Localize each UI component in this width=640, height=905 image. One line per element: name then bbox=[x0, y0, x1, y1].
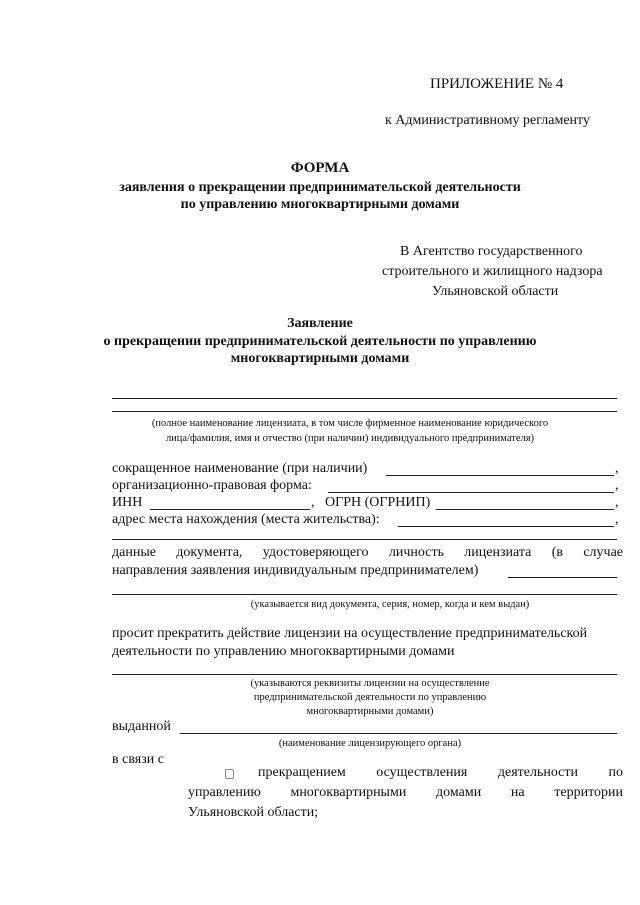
form-subtitle-line2: по управлению многоквартирными домами bbox=[180, 197, 460, 212]
ogrn-comma: , bbox=[615, 495, 619, 510]
org-form-comma: , bbox=[615, 478, 619, 493]
reason-row3: Ульяновской области; bbox=[188, 805, 319, 820]
reason-word: многоквартирными bbox=[290, 785, 407, 800]
identity-word: документа, bbox=[176, 545, 243, 560]
identity-word: личность bbox=[388, 545, 444, 560]
reason-word: управлению bbox=[188, 785, 261, 800]
org-form-label: организационно-правовая форма: bbox=[112, 478, 312, 493]
license-details-line bbox=[112, 674, 617, 675]
reason-word: по bbox=[608, 765, 623, 780]
identity-doc-line1 bbox=[112, 545, 623, 561]
issued-note: (наименование лицензирующего органа) bbox=[278, 738, 462, 749]
recipient-line3: Ульяновской области bbox=[432, 284, 559, 299]
short-name-field-line bbox=[386, 475, 614, 476]
address-field-line-2 bbox=[112, 539, 617, 540]
request-line1: просит прекратить действие лицензии на осуществление предпринимательской bbox=[112, 626, 588, 641]
identity-doc-field-line-2 bbox=[112, 594, 617, 595]
licensee-note-line1: (полное наименование лицензиата, в том числе фирменное наименование юридического bbox=[151, 418, 549, 429]
reason-row1 bbox=[258, 765, 623, 781]
request-line2: деятельности по управлению многоквартирными домами bbox=[112, 644, 455, 659]
reason-word: прекращением bbox=[258, 765, 346, 780]
inn-comma: , bbox=[311, 495, 315, 510]
reason-checkbox[interactable] bbox=[225, 769, 234, 779]
license-note-line2: предпринимательской деятельности по управлению bbox=[253, 692, 487, 703]
identity-word: (в bbox=[551, 545, 563, 560]
address-label: адрес места нахождения (места жительства): bbox=[112, 512, 380, 527]
address-comma: , bbox=[615, 512, 619, 527]
statement-subtitle-line2: многоквартирными домами bbox=[230, 351, 410, 366]
identity-doc-field-line bbox=[508, 577, 617, 578]
reason-word: деятельности bbox=[497, 765, 579, 780]
licensee-name-line-1 bbox=[112, 398, 617, 399]
ogrn-field-line bbox=[436, 509, 614, 510]
recipient-line1: В Агентство государственного bbox=[400, 244, 583, 259]
licensee-note-line2: лица/фамилия, имя и отчество (при наличии) индивидуального предпринимателя) bbox=[165, 433, 535, 444]
identity-word: лицензиата bbox=[464, 545, 532, 560]
issued-field-line bbox=[180, 733, 617, 734]
reason-word: осуществления bbox=[376, 765, 468, 780]
reason-word: домами bbox=[436, 785, 482, 800]
license-note-line3: многоквартирными домами) bbox=[306, 706, 434, 717]
reason-word: территории bbox=[554, 785, 623, 800]
identity-word: данные bbox=[112, 545, 156, 560]
identity-word: удостоверяющего bbox=[262, 545, 369, 560]
inn-label: ИНН bbox=[112, 495, 143, 510]
form-subtitle-line1: заявления о прекращении предпринимательской деятельности bbox=[119, 180, 521, 195]
license-note-line1: (указываются реквизиты лицензии на осуществление bbox=[250, 678, 490, 689]
statement-title: Заявление bbox=[287, 316, 353, 331]
org-form-field-line bbox=[328, 492, 614, 493]
address-field-line bbox=[398, 526, 614, 527]
issued-label: выданной bbox=[112, 719, 171, 734]
statement-subtitle-line1: о прекращении предпринимательской деятельности по управлению bbox=[103, 334, 537, 349]
recipient-line2: строительного и жилищного надзора bbox=[382, 264, 603, 279]
short-name-label: сокращенное наименование (при наличии) bbox=[112, 461, 368, 476]
identity-doc-note: (указывается вид документа, серия, номер, когда и кем выдан) bbox=[250, 599, 530, 610]
identity-doc-line2: направления заявления индивидуальным предпринимателем) bbox=[112, 563, 479, 578]
inn-field-line bbox=[150, 509, 310, 510]
appendix-number: ПРИЛОЖЕНИЕ № 4 bbox=[430, 76, 564, 92]
ogrn-label: ОГРН (ОГРНИП) bbox=[325, 495, 431, 510]
reason-row2 bbox=[188, 785, 623, 801]
short-name-comma: , bbox=[615, 461, 619, 476]
form-title: ФОРМА bbox=[290, 160, 350, 176]
identity-word: случае bbox=[583, 545, 623, 560]
reason-label: в связи с bbox=[112, 752, 164, 767]
reason-word: на bbox=[510, 785, 525, 800]
regulation-reference: к Административному регламенту bbox=[385, 113, 590, 128]
licensee-name-line-2 bbox=[112, 411, 617, 412]
